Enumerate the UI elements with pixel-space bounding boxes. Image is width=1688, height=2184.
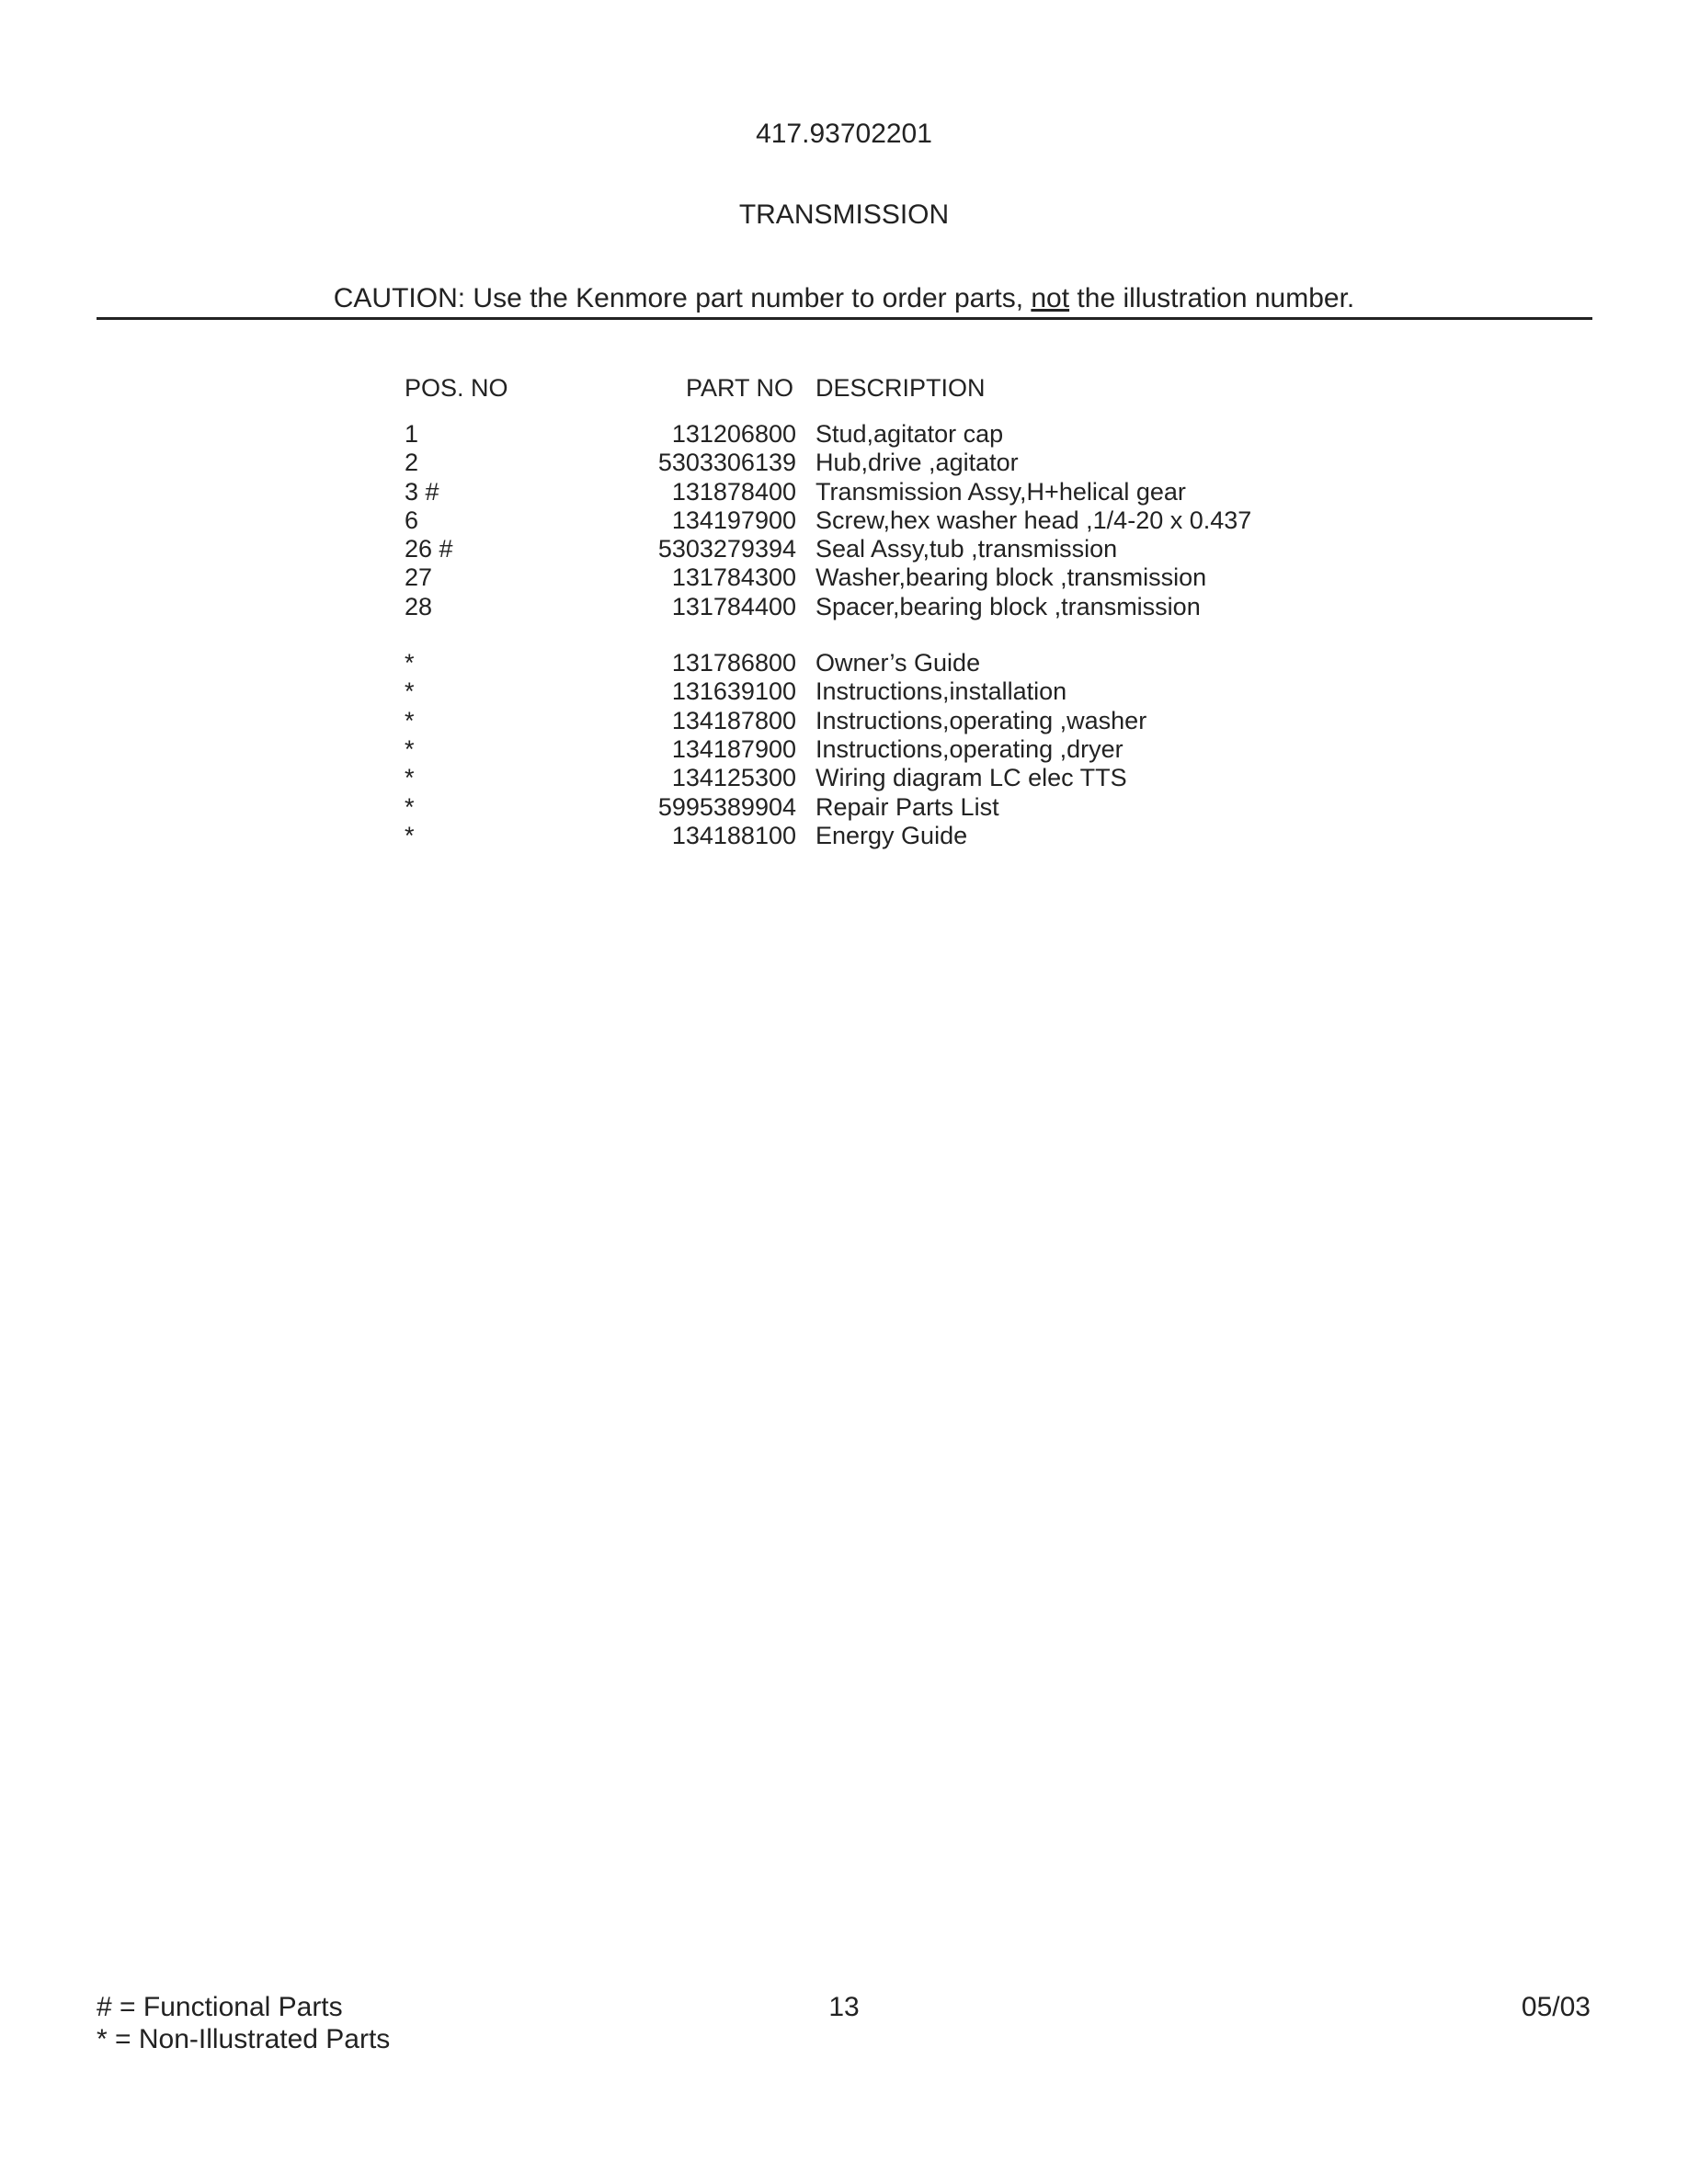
- cell-pos: 3 #: [405, 477, 439, 506]
- cell-description: Spacer,bearing block ,transmission: [815, 592, 1201, 620]
- cell-pos: 6: [405, 506, 419, 534]
- table-row: [405, 563, 1306, 592]
- cell-part-number: 131878400: [671, 477, 796, 506]
- cell-part-number: 131784300: [671, 563, 796, 592]
- cell-pos: 27: [405, 563, 433, 592]
- cell-description: Washer,bearing block ,transmission: [815, 563, 1207, 592]
- cell-pos: *: [405, 706, 415, 734]
- cell-pos: *: [405, 649, 415, 677]
- table-row: [405, 649, 1306, 677]
- table-row: [405, 677, 1306, 706]
- cell-pos: *: [405, 677, 415, 706]
- cell-description: Owner’s Guide: [815, 649, 981, 677]
- column-header-pos: POS. NO: [405, 374, 508, 402]
- cell-part-number: 131786800: [671, 649, 796, 677]
- cell-pos: *: [405, 792, 415, 821]
- table-row: [405, 822, 1306, 850]
- table-row: [405, 449, 1306, 477]
- table-row: [405, 707, 1306, 735]
- cell-pos: 1: [405, 420, 419, 448]
- table-body: [405, 420, 1306, 850]
- legend-functional-parts: # = Functional Parts: [97, 1992, 343, 2022]
- cell-description: Instructions,installation: [815, 677, 1067, 706]
- table-row: [405, 478, 1306, 506]
- cell-description: Instructions,operating ,dryer: [815, 734, 1123, 763]
- cell-description: Hub,drive ,agitator: [815, 449, 1019, 477]
- column-header-description: DESCRIPTION: [815, 374, 986, 402]
- cell-part-number: 131206800: [671, 420, 796, 448]
- cell-part-number: 134125300: [671, 764, 796, 792]
- page-number: 13: [828, 1992, 860, 2022]
- legend-non-illustrated-parts: * = Non-Illustrated Parts: [97, 2024, 391, 2054]
- cell-pos: 2: [405, 449, 419, 477]
- cell-part-number: 134187900: [671, 734, 796, 763]
- model-number: 417.93702201: [756, 119, 932, 149]
- header-divider: [97, 317, 1592, 320]
- table-row: [405, 535, 1306, 563]
- table-row: [405, 420, 1306, 449]
- cell-description: Instructions,operating ,washer: [815, 706, 1147, 734]
- table-row: [405, 764, 1306, 792]
- cell-part-number: 134197900: [671, 506, 796, 534]
- section-title: TRANSMISSION: [738, 199, 950, 230]
- cell-description: Repair Parts List: [815, 792, 999, 821]
- table-row: [405, 735, 1306, 764]
- table-header-row: [405, 371, 1306, 404]
- cell-part-number: 131639100: [671, 677, 796, 706]
- cell-part-number: 5303279394: [657, 535, 796, 563]
- caution-suffix: the illustration number.: [1069, 283, 1355, 313]
- table-row: [405, 793, 1306, 822]
- cell-description: Stud,agitator cap: [815, 420, 1004, 448]
- cell-pos: *: [405, 764, 415, 792]
- revision-date: 05/03: [1521, 1992, 1591, 2022]
- cell-part-number: 134187800: [671, 706, 796, 734]
- cell-part-number: 134188100: [671, 821, 796, 849]
- cell-description: Seal Assy,tub ,transmission: [815, 535, 1118, 563]
- cell-part-number: 5995389904: [657, 792, 796, 821]
- cell-pos: *: [405, 821, 415, 849]
- cell-pos: 26 #: [405, 535, 453, 563]
- cell-part-number: 5303306139: [657, 449, 796, 477]
- parts-table: [405, 371, 1306, 850]
- cell-pos: 28: [405, 592, 433, 620]
- cell-description: Wiring diagram LC elec TTS: [815, 764, 1127, 792]
- caution-emphasis: not: [1031, 283, 1070, 313]
- caution-prefix: CAUTION: Use the Kenmore part number to order parts,: [333, 283, 1032, 313]
- caution-notice: [0, 282, 1688, 315]
- column-header-part: PART NO: [685, 374, 793, 402]
- cell-description: Screw,hex washer head ,1/4-20 x 0.437: [815, 506, 1252, 534]
- cell-description: Transmission Assy,H+helical gear: [815, 477, 1186, 506]
- cell-pos: *: [405, 734, 415, 763]
- cell-description: Energy Guide: [815, 821, 968, 849]
- table-row: [405, 593, 1306, 621]
- table-row: [405, 506, 1306, 535]
- cell-part-number: 131784400: [671, 592, 796, 620]
